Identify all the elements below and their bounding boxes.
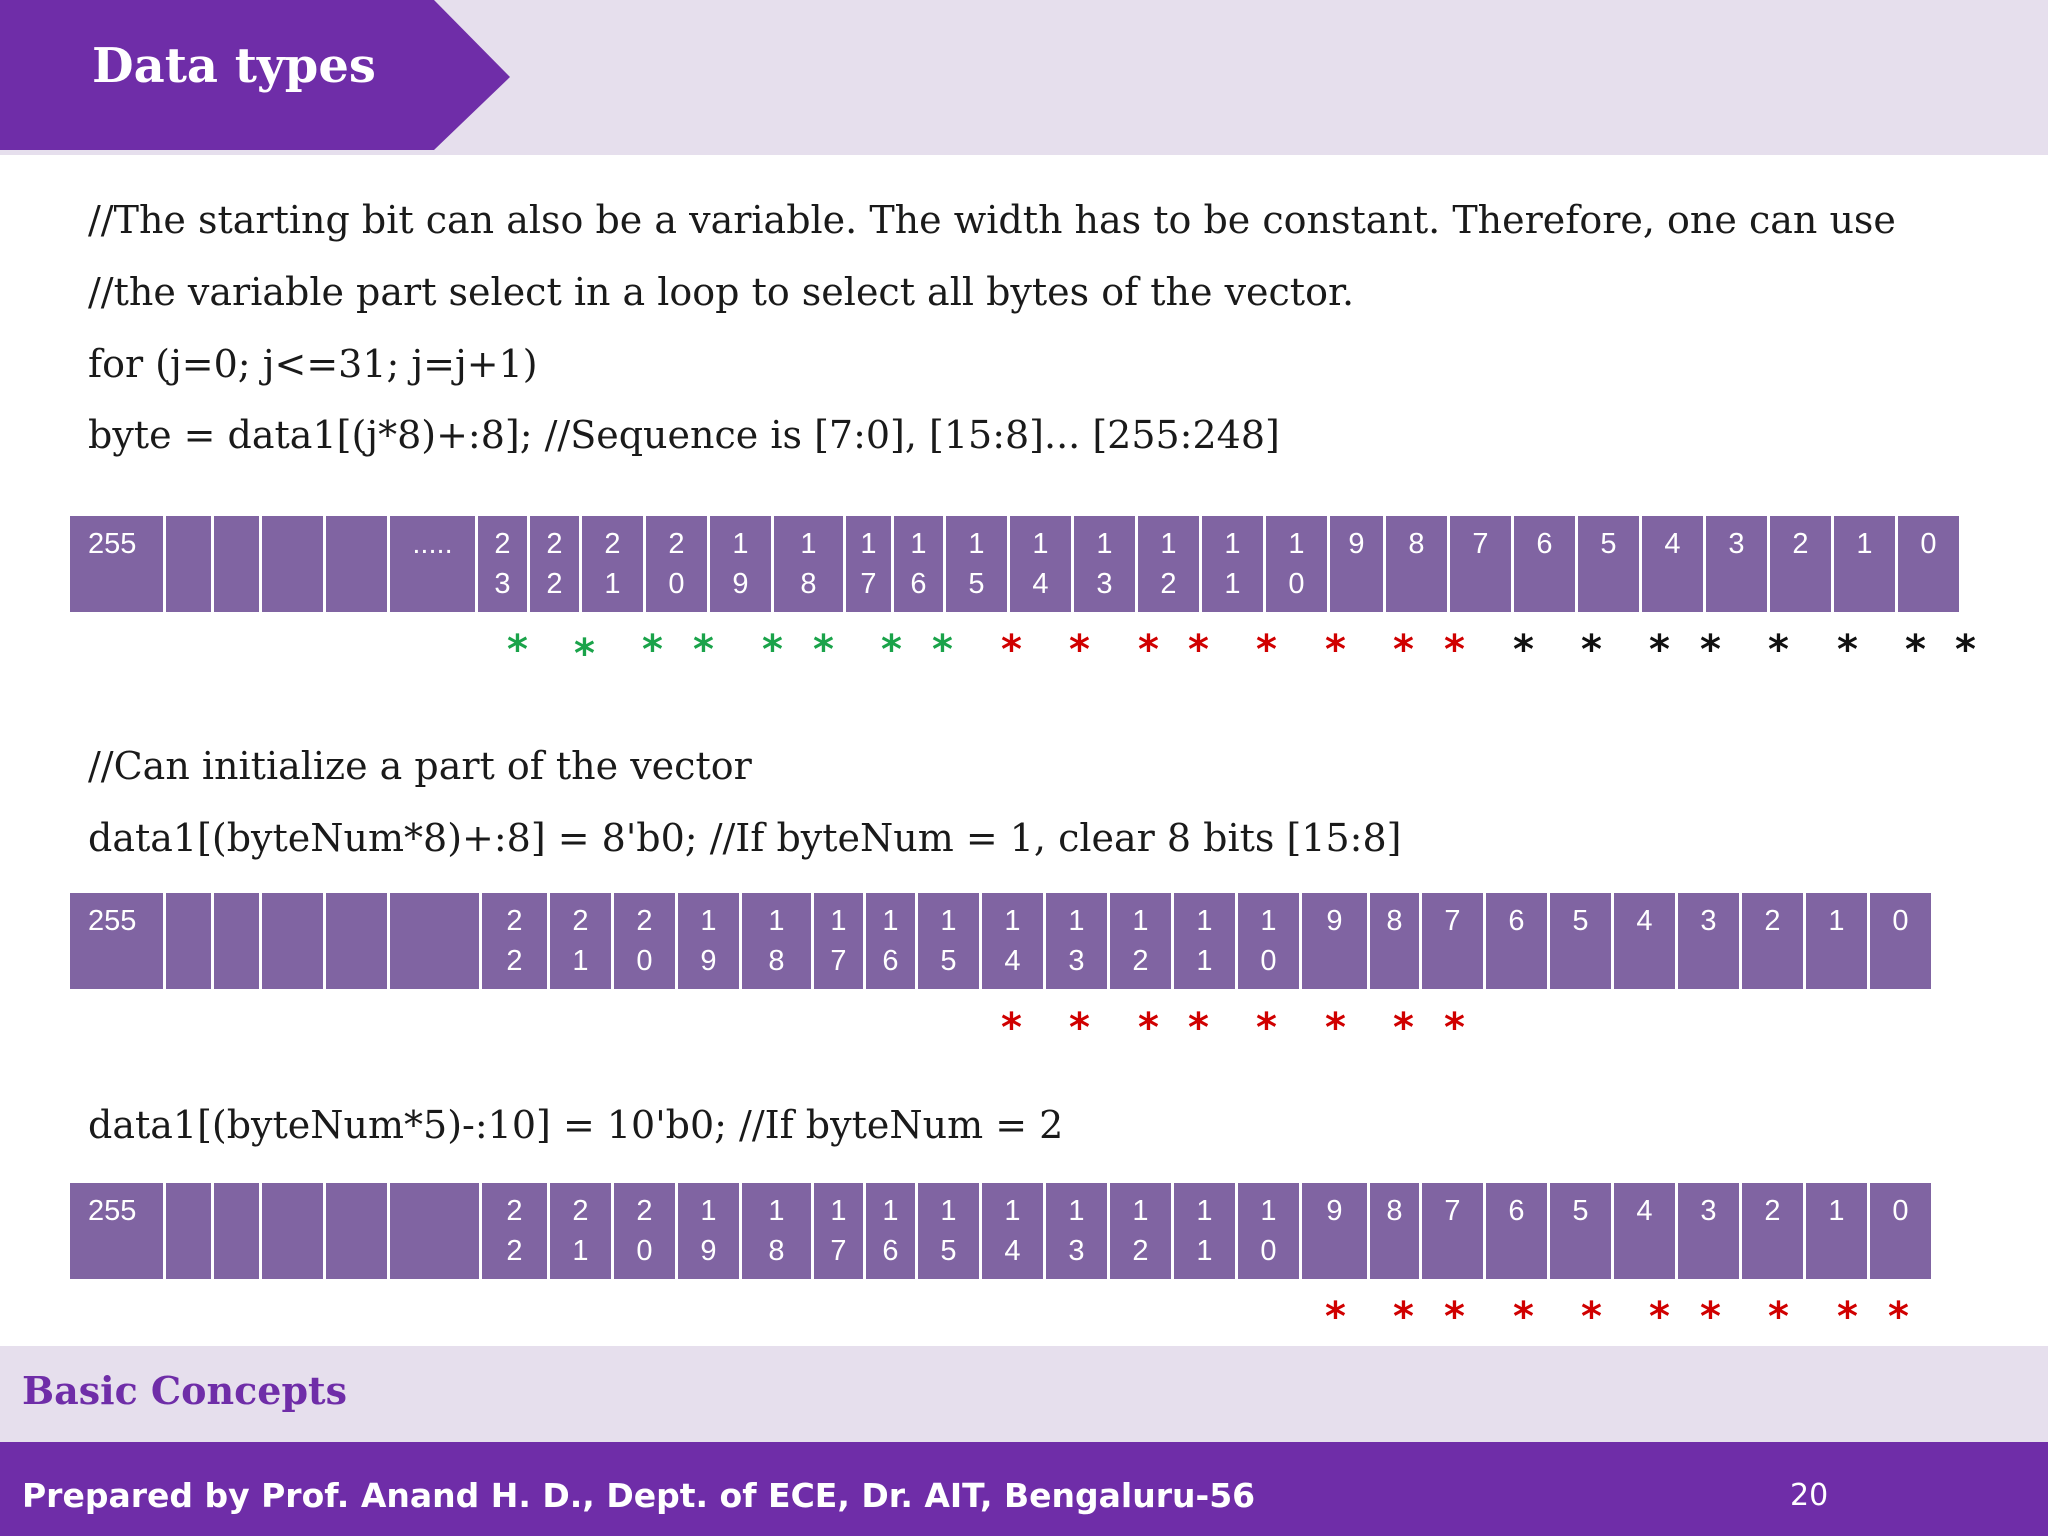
selected-bit-star-red: * <box>1649 1294 1670 1340</box>
bit-index-label: 1 <box>1160 528 1177 560</box>
bit-row-1-cell <box>166 516 214 612</box>
selected-bit-star-black: * <box>1581 627 1602 673</box>
selected-bit-star-red: * <box>1138 1005 1159 1051</box>
selected-bit-star-red: * <box>1138 627 1159 673</box>
bit-index-label: 1 <box>1828 1195 1845 1227</box>
selected-bit-star-red: * <box>1325 627 1346 673</box>
bit-index-label: 3 <box>1700 905 1717 937</box>
bit-index-label: 2 <box>572 1195 589 1227</box>
bit-row-2-cell <box>70 893 166 989</box>
bit-index-label: 1 <box>1096 528 1113 560</box>
bit-row-2-cell <box>1110 893 1174 989</box>
bit-index-label: 1 <box>1260 905 1277 937</box>
bit-row-3-cell <box>166 1183 214 1279</box>
bit-row-1-cell <box>262 516 326 612</box>
bit-row-2-cell <box>1742 893 1806 989</box>
bit-row-3-cell <box>866 1183 918 1279</box>
bit-index-label: 1 <box>1068 905 1085 937</box>
slide-title: Data types <box>92 38 376 94</box>
bit-row-1-cell <box>946 516 1010 612</box>
bit-row-1-cell <box>582 516 646 612</box>
bit-index-label: 5 <box>1572 905 1589 937</box>
selected-bit-star-red: * <box>1001 1005 1022 1051</box>
bit-row-1-cell <box>774 516 846 612</box>
code-line-5: //Can initialize a part of the vector <box>88 744 752 788</box>
bit-index-label: 4 <box>1664 528 1681 560</box>
bit-row-2-cell <box>814 893 866 989</box>
selected-bit-star-green: * <box>507 627 528 673</box>
selection-markers-3 <box>0 1294 2048 1340</box>
bit-index-label: 2 <box>506 905 523 937</box>
bit-index-label: 3 <box>494 568 511 600</box>
bit-row-2-cell <box>1550 893 1614 989</box>
bit-vector-diagram-1 <box>70 516 1992 612</box>
bit-row-3-cell <box>814 1183 866 1279</box>
selected-bit-star-red: * <box>1256 1005 1277 1051</box>
bit-row-2-cell <box>1614 893 1678 989</box>
bit-index-label: 4 <box>1004 945 1021 977</box>
bit-index-label: 6 <box>1508 905 1525 937</box>
section-label: Basic Concepts <box>22 1368 347 1413</box>
bit-row-2-cell <box>1422 893 1486 989</box>
bit-index-label: 8 <box>1408 528 1425 560</box>
bit-row-2-cell <box>550 893 614 989</box>
bit-index-label: 7 <box>1472 528 1489 560</box>
bit-row-3-cell <box>614 1183 678 1279</box>
selected-bit-star-green: * <box>574 631 595 677</box>
selected-bit-star-red: * <box>1069 1005 1090 1051</box>
bit-row-3-cell <box>1422 1183 1486 1279</box>
bit-row-3-cell <box>214 1183 262 1279</box>
bit-row-1-cell <box>1266 516 1330 612</box>
bit-index-label: 8 <box>768 945 785 977</box>
bit-row-1-cell <box>1642 516 1706 612</box>
bit-index-label: 1 <box>968 528 985 560</box>
bit-row-2-cell <box>1046 893 1110 989</box>
bit-row-2-cell <box>982 893 1046 989</box>
bit-index-label: 1 <box>1224 528 1241 560</box>
bit-row-3-cell <box>742 1183 814 1279</box>
bit-index-label: 1 <box>1260 1195 1277 1227</box>
bit-index-label: 0 <box>668 568 685 600</box>
bit-row-2-cell <box>1486 893 1550 989</box>
bit-index-label: 9 <box>732 568 749 600</box>
code-line-3: for (j=0; j<=31; j=j+1) <box>88 342 538 386</box>
selected-bit-star-red: * <box>1768 1294 1789 1340</box>
bit-index-label: 6 <box>910 568 927 600</box>
selected-bit-star-black: * <box>1513 627 1534 673</box>
bit-index-label: 1 <box>1004 905 1021 937</box>
bit-index-label: 255 <box>88 1195 137 1227</box>
bit-row-1-cell <box>710 516 774 612</box>
selected-bit-star-red: * <box>1700 1294 1721 1340</box>
bit-index-label: 1 <box>604 568 621 600</box>
bit-row-1-cell <box>646 516 710 612</box>
bit-row-2-cell <box>482 893 550 989</box>
bit-index-label: 2 <box>1764 1195 1781 1227</box>
bit-row-3-cell <box>1678 1183 1742 1279</box>
selected-bit-star-red: * <box>1001 627 1022 673</box>
bit-row-1-cell <box>1770 516 1834 612</box>
bit-index-label: 2 <box>506 1195 523 1227</box>
bit-index-label: 2 <box>1764 905 1781 937</box>
bit-row-3-cell <box>1046 1183 1110 1279</box>
bit-index-label: 3 <box>1700 1195 1717 1227</box>
bit-index-label: 0 <box>636 945 653 977</box>
selected-bit-star-green: * <box>642 627 663 673</box>
bit-index-label: 9 <box>700 1235 717 1267</box>
bit-index-label: 8 <box>800 568 817 600</box>
code-line-6: data1[(byteNum*8)+:8] = 8'b0; //If byteNum = 1, clear 8 bits [15:8] <box>88 816 1402 860</box>
selected-bit-star-red: * <box>1256 627 1277 673</box>
bit-index-label: 1 <box>1004 1195 1021 1227</box>
bit-index-label: 3 <box>1096 568 1113 600</box>
bit-index-label: 5 <box>968 568 985 600</box>
bit-index-label: 1 <box>1288 528 1305 560</box>
bit-row-3-cell <box>1238 1183 1302 1279</box>
bit-index-label: 9 <box>700 945 717 977</box>
bit-row-3-cell <box>550 1183 614 1279</box>
bit-row-1-cell <box>1138 516 1202 612</box>
selected-bit-star-red: * <box>1888 1294 1909 1340</box>
bit-index-label: 2 <box>506 1235 523 1267</box>
bit-row-3-cell <box>390 1183 482 1279</box>
bit-index-label: 7 <box>1444 1195 1461 1227</box>
bit-row-3-cell <box>1302 1183 1370 1279</box>
bit-row-3-cell <box>1870 1183 1934 1279</box>
bit-index-label: 2 <box>1792 528 1809 560</box>
bit-index-label: 1 <box>1196 1235 1213 1267</box>
bit-row-3-cell <box>262 1183 326 1279</box>
bit-index-label: 4 <box>1004 1235 1021 1267</box>
bit-index-label: 2 <box>636 1195 653 1227</box>
selected-bit-star-black: * <box>1768 627 1789 673</box>
bit-row-3-cell <box>1742 1183 1806 1279</box>
bit-index-label: 5 <box>940 1235 957 1267</box>
bit-index-label: 8 <box>1386 905 1403 937</box>
bit-row-1-cell <box>70 516 166 612</box>
bit-index-label: 1 <box>768 1195 785 1227</box>
bit-row-1-cell <box>1202 516 1266 612</box>
bit-row-1-cell <box>1514 516 1578 612</box>
bit-index-label: 3 <box>1728 528 1745 560</box>
author-credit: Prepared by Prof. Anand H. D., Dept. of ECE, Dr. AIT, Bengaluru-56 <box>22 1476 1256 1515</box>
bit-index-label: 5 <box>1572 1195 1589 1227</box>
bit-index-label: 1 <box>1132 1195 1149 1227</box>
bit-index-label: 0 <box>636 1235 653 1267</box>
bit-row-1-cell <box>1578 516 1642 612</box>
selected-bit-star-red: * <box>1393 1294 1414 1340</box>
bit-index-label: 1 <box>1856 528 1873 560</box>
bit-index-label: 3 <box>1068 945 1085 977</box>
bit-index-label: 1 <box>1196 905 1213 937</box>
bit-row-3-cell <box>1110 1183 1174 1279</box>
bit-row-1-cell <box>390 516 478 612</box>
bit-row-1-cell <box>1074 516 1138 612</box>
selected-bit-star-black: * <box>1905 627 1926 673</box>
page-number: 20 <box>1790 1478 1829 1513</box>
bit-index-label: 1 <box>830 905 847 937</box>
selected-bit-star-green: * <box>762 627 783 673</box>
selected-bit-star-black: * <box>1955 627 1976 673</box>
bit-index-label: 2 <box>572 905 589 937</box>
bit-index-label: 7 <box>860 568 877 600</box>
bit-row-1-cell <box>894 516 946 612</box>
bit-index-label: 255 <box>88 528 137 560</box>
bit-row-2-cell <box>1678 893 1742 989</box>
bit-row-3-cell <box>482 1183 550 1279</box>
bit-index-label: 2 <box>494 528 511 560</box>
bit-row-1-cell <box>1898 516 1962 612</box>
bit-index-label: 5 <box>1600 528 1617 560</box>
bit-index-label: 2 <box>668 528 685 560</box>
bit-index-label: 9 <box>1348 528 1365 560</box>
bit-index-label: 2 <box>1132 945 1149 977</box>
bit-index-label: 255 <box>88 905 137 937</box>
bit-row-3-cell <box>982 1183 1046 1279</box>
bit-row-2-cell <box>742 893 814 989</box>
bit-row-2-cell <box>866 893 918 989</box>
bit-index-label: 2 <box>1160 568 1177 600</box>
bit-index-label: ..... <box>412 528 453 560</box>
bit-row-1-cell <box>326 516 390 612</box>
bit-index-label: 1 <box>572 945 589 977</box>
bit-index-label: 5 <box>940 945 957 977</box>
bit-index-label: 9 <box>1326 905 1343 937</box>
selected-bit-star-green: * <box>813 627 834 673</box>
bit-vector-diagram-2 <box>70 893 1992 989</box>
selected-bit-star-red: * <box>1837 1294 1858 1340</box>
bit-row-3-cell <box>918 1183 982 1279</box>
selected-bit-star-red: * <box>1325 1294 1346 1340</box>
bit-index-label: 2 <box>546 528 563 560</box>
code-line-4: byte = data1[(j*8)+:8]; //Sequence is [7:0], [15:8]... [255:248] <box>88 413 1280 457</box>
bit-row-3-cell <box>1614 1183 1678 1279</box>
bit-row-2-cell <box>1806 893 1870 989</box>
bit-index-label: 1 <box>882 1195 899 1227</box>
bit-row-1-cell <box>1010 516 1074 612</box>
selected-bit-star-red: * <box>1188 1005 1209 1051</box>
bit-row-2-cell <box>1174 893 1238 989</box>
bit-index-label: 6 <box>882 1235 899 1267</box>
bit-index-label: 7 <box>1444 905 1461 937</box>
bit-index-label: 1 <box>882 905 899 937</box>
bit-row-2-cell <box>326 893 390 989</box>
bit-index-label: 1 <box>732 528 749 560</box>
selection-markers-1 <box>0 627 2048 677</box>
bit-row-1-cell <box>214 516 262 612</box>
bit-index-label: 0 <box>1892 905 1909 937</box>
bit-row-3-cell <box>1486 1183 1550 1279</box>
bit-index-label: 4 <box>1636 905 1653 937</box>
bit-index-label: 1 <box>1196 1195 1213 1227</box>
selected-bit-star-black: * <box>1649 627 1670 673</box>
code-line-7: data1[(byteNum*5)-:10] = 10'b0; //If byteNum = 2 <box>88 1103 1064 1147</box>
bit-row-3-cell <box>1806 1183 1870 1279</box>
bit-index-label: 4 <box>1032 568 1049 600</box>
bit-index-label: 1 <box>1132 905 1149 937</box>
bit-index-label: 1 <box>830 1195 847 1227</box>
bit-row-2-cell <box>1238 893 1302 989</box>
bit-row-2-cell <box>214 893 262 989</box>
bit-index-label: 1 <box>700 905 717 937</box>
selected-bit-star-red: * <box>1325 1005 1346 1051</box>
bit-index-label: 4 <box>1636 1195 1653 1227</box>
bit-row-1-cell <box>478 516 530 612</box>
selected-bit-star-green: * <box>881 627 902 673</box>
bit-index-label: 0 <box>1920 528 1937 560</box>
bit-index-label: 2 <box>636 905 653 937</box>
bit-row-2-cell <box>390 893 482 989</box>
bit-index-label: 0 <box>1260 945 1277 977</box>
selected-bit-star-green: * <box>932 627 953 673</box>
bit-row-3-cell <box>1370 1183 1422 1279</box>
selected-bit-star-red: * <box>1393 627 1414 673</box>
bit-index-label: 6 <box>1508 1195 1525 1227</box>
bit-row-1-cell <box>1834 516 1898 612</box>
bit-row-1-cell <box>530 516 582 612</box>
selected-bit-star-black: * <box>1837 627 1858 673</box>
bit-row-2-cell <box>1302 893 1370 989</box>
bit-row-3-cell <box>326 1183 390 1279</box>
bit-row-2-cell <box>918 893 982 989</box>
bit-vector-diagram-3 <box>70 1183 1992 1279</box>
selected-bit-star-red: * <box>1444 1294 1465 1340</box>
bit-index-label: 1 <box>860 528 877 560</box>
bit-index-label: 1 <box>1068 1195 1085 1227</box>
bit-row-2-cell <box>262 893 326 989</box>
bit-row-1-cell <box>846 516 894 612</box>
bit-row-1-cell <box>1706 516 1770 612</box>
bit-index-label: 6 <box>1536 528 1553 560</box>
bit-index-label: 0 <box>1288 568 1305 600</box>
selected-bit-star-red: * <box>1444 1005 1465 1051</box>
bit-index-label: 7 <box>830 945 847 977</box>
bit-index-label: 8 <box>1386 1195 1403 1227</box>
bit-index-label: 1 <box>572 1235 589 1267</box>
bit-row-1-cell <box>1386 516 1450 612</box>
bit-index-label: 1 <box>940 1195 957 1227</box>
bit-index-label: 6 <box>882 945 899 977</box>
bit-row-2-cell <box>678 893 742 989</box>
bit-row-2-cell <box>166 893 214 989</box>
bit-index-label: 1 <box>910 528 927 560</box>
bit-row-1-cell <box>1450 516 1514 612</box>
bit-index-label: 1 <box>700 1195 717 1227</box>
bit-index-label: 1 <box>800 528 817 560</box>
selection-markers-2 <box>0 1005 2048 1051</box>
bit-row-1-cell <box>1330 516 1386 612</box>
bit-index-label: 1 <box>1828 905 1845 937</box>
bit-row-2-cell <box>614 893 678 989</box>
bit-index-label: 8 <box>768 1235 785 1267</box>
bit-index-label: 2 <box>546 568 563 600</box>
selected-bit-star-red: * <box>1069 627 1090 673</box>
bit-row-2-cell <box>1870 893 1934 989</box>
selected-bit-star-red: * <box>1188 627 1209 673</box>
bit-row-3-cell <box>1550 1183 1614 1279</box>
bit-row-2-cell <box>1370 893 1422 989</box>
selected-bit-star-black: * <box>1700 627 1721 673</box>
bit-index-label: 0 <box>1260 1235 1277 1267</box>
bit-index-label: 2 <box>506 945 523 977</box>
selected-bit-star-red: * <box>1444 627 1465 673</box>
bit-index-label: 0 <box>1892 1195 1909 1227</box>
selected-bit-star-red: * <box>1393 1005 1414 1051</box>
bit-index-label: 7 <box>830 1235 847 1267</box>
bit-row-3-cell <box>1174 1183 1238 1279</box>
bit-index-label: 9 <box>1326 1195 1343 1227</box>
bit-row-3-cell <box>678 1183 742 1279</box>
code-line-1: //The starting bit can also be a variable. The width has to be constant. Therefore, one can use <box>88 198 1896 242</box>
bit-index-label: 1 <box>1224 568 1241 600</box>
bit-index-label: 1 <box>1032 528 1049 560</box>
bit-index-label: 2 <box>604 528 621 560</box>
bit-row-3-cell <box>70 1183 166 1279</box>
bit-index-label: 1 <box>940 905 957 937</box>
bit-index-label: 1 <box>1196 945 1213 977</box>
selected-bit-star-red: * <box>1513 1294 1534 1340</box>
bit-index-label: 1 <box>768 905 785 937</box>
bit-index-label: 2 <box>1132 1235 1149 1267</box>
bit-index-label: 3 <box>1068 1235 1085 1267</box>
selected-bit-star-green: * <box>693 627 714 673</box>
code-line-2: //the variable part select in a loop to select all bytes of the vector. <box>88 270 1355 314</box>
selected-bit-star-red: * <box>1581 1294 1602 1340</box>
